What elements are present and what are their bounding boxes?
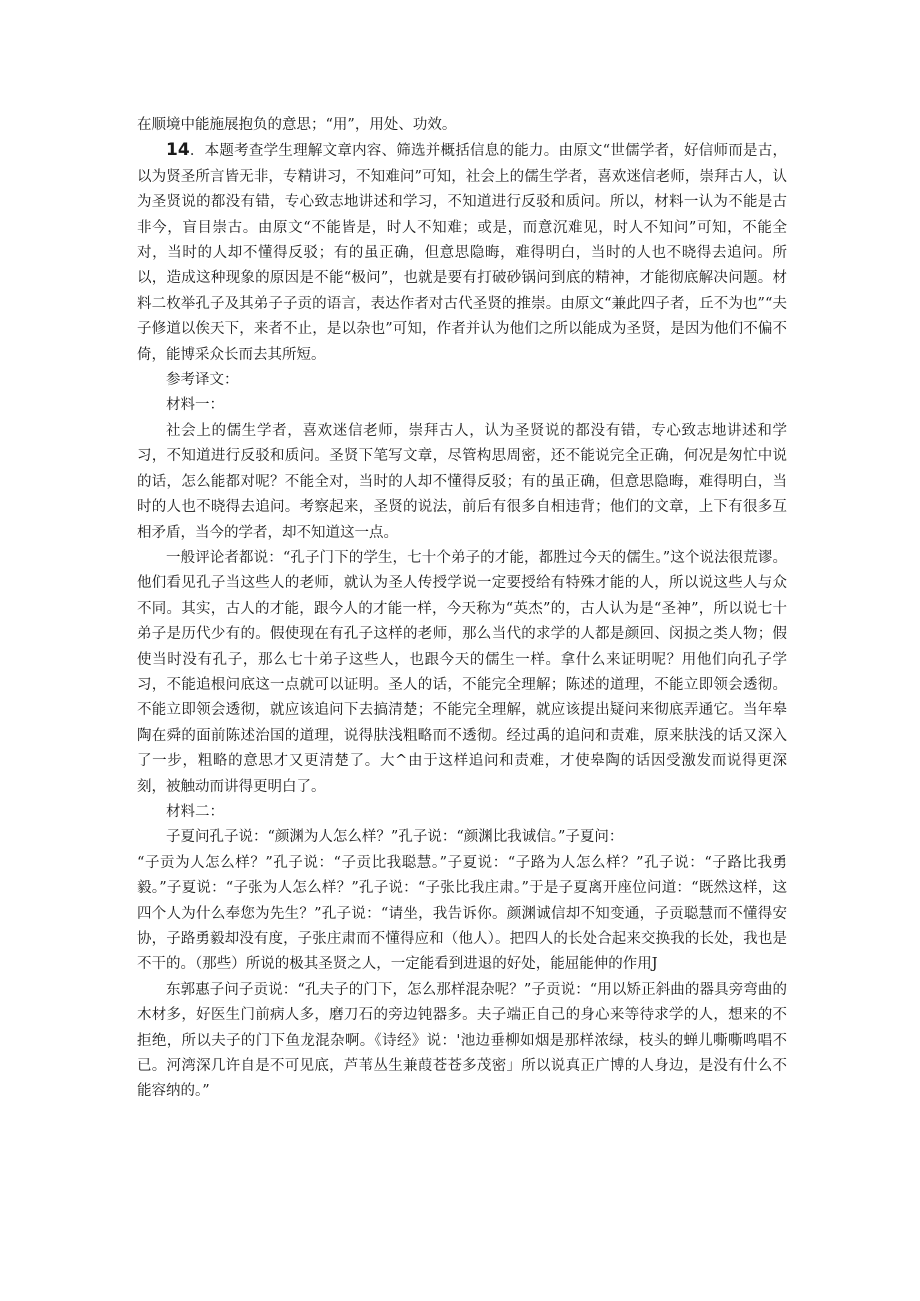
paragraph-text: 材料一：	[166, 397, 224, 414]
paragraph-text: 一般评论者都说：“孔子门下的学生，七十个弟子的才能，都胜过今天的儒生。”这个说法很荒谬。他们看见孔子当这些人的老师，就认为圣人传授学说一定要授给有特殊才能的人，所以说这些人与众不同。其实，古人的才能，跟今人的才能一样，今天称为“英杰”的，古人认为是“圣神”，所以说七十弟子是历代少有的。假使现在有孔子这样的老师，那么当代的求学的人都是颜回、闵损之类人物；假使当时没有孔子，那么七十弟子这些人，也跟今天的儒生一样。拿什么来证明呢？用他们向孔子学习，不能追根问底这一点就可以证明。圣人的话，不能完全理解；陈述的道理，不能立即领会透彻。不能立即领会透彻，就应该追问下去搞清楚；不能完全理解，就应该提出疑问来彻底弄通它。当年皋陶在舜的面前陈述治国的道理，说得肤浅粗略而不透彻。经过禹的追问和责难，原来肤浅的话又深入了一步，粗略的意思才又更清楚了。大^由于这样追问和责难，才使皋陶的话因受激发而说得更深刻，被触动而讲得更明白了。	[137, 549, 787, 795]
paragraph-text: “子贡为人怎么样？”孔子说：“子贡比我聪慧。”子夏说：“子路为人怎么样？”孔子说：“子路比我勇毅。”子夏说：“子张为人怎么样？”孔子说：“子张比我庄肃。”于是子夏离开座位问道：“既然这样，这四个人为什么奉您为先生？”孔子说：“请坐，我告诉你。颜渊诚信却不知变通，子贡聪慧而不懂得安协，子路勇毅却没有度，子张庄肃而不懂得应和（他人）。把四人的长处合起来交换我的长处，我也是不干的。（那些）所说的极其圣贤之人，一定能看到进退的好处，能屈能伸的作用J	[137, 854, 787, 973]
material-1-heading	[137, 393, 787, 418]
question-number: 14	[166, 140, 190, 161]
material-2-paragraph-1	[137, 825, 787, 850]
material-1-paragraph-2	[137, 546, 787, 800]
paragraph-text: 子夏问孔子说：“颜渊为人怎么样？”孔子说：“颜渊比我诚信。”子夏问：	[166, 829, 624, 846]
paragraph-text: 材料二：	[166, 803, 224, 820]
document-body	[137, 113, 787, 1105]
paragraph-text: 社会上的儒生学者，喜欢迷信老师，崇拜古人，认为圣贤说的都没有错，专心致志地讲述和学习，不知道进行反驳和质问。圣贤下笔写文章，尽管构思周密，还不能说完全正确，何况是匆忙中说的话，怎么能都对呢？不能全对，当时的人却不懂得反驳；有的虽正确，但意思隐晦，难得明白，当时的人也不晓得去追问。考察起来，圣贤的说法，前后有很多自相违背；他们的文章，上下有很多互相矛盾，当今的学者，却不知道这一点。	[137, 422, 787, 541]
answer-14-paragraph	[137, 138, 787, 368]
paragraph-text: ．本题考查学生理解文章内容、筛选并概括信息的能力。由原文“世儒学者，好信师而是古，以为贤圣所言皆无非，专精讲习，不知难问”可知，社会上的儒生学者，喜欢迷信老师，崇拜古人，认为圣贤说的都没有错，专心致志地讲述和学习，不知道进行反驳和质问。所以，材料一认为不能是古非今，盲目崇古。由原文“不能皆是，时人不知难；或是，而意沉难见，时人不知问”可知，不能全对，当时的人却不懂得反驳；有的虽正确，但意思隐晦，难得明白，当时的人也不晓得去追问。所以，造成这种现象的原因是不能“极问”，也就是要有打破砂锅问到底的精神，才能彻底解决问题。材料二枚举孔子及其弟子子贡的语言，表达作者对古代圣贤的推崇。由原文“兼此四子者，丘不为也”“夫子修道以俟天下，来者不止，是以杂也”可知，作者并认为他们之所以能成为圣贤，是因为他们不偏不倚，能博采众长而去其所短。	[137, 143, 787, 363]
material-2-paragraph-3	[137, 978, 787, 1105]
paragraph-text: 参考译文：	[166, 372, 239, 389]
paragraph-carryover	[137, 113, 787, 138]
material-1-paragraph-1	[137, 419, 787, 546]
material-2-heading	[137, 800, 787, 825]
material-2-paragraph-2	[137, 851, 787, 978]
paragraph-text: 在顺境中能施展抱负的意思；“用”，用处、功效。	[137, 117, 457, 133]
translation-heading	[137, 368, 787, 393]
paragraph-text: 东郭惠子问子贡说：“孔夫子的门下，怎么那样混杂呢？”子贡说：“用以矫正斜曲的器具旁弯曲的木材多，好医生门前病人多，磨刀石的旁边钝器多。夫子端正自己的身心来等待求学的人，想来的不拒绝，所以夫子的门下鱼龙混杂啊。《诗经》说：'池边垂柳如烟是那样浓绿，枝头的蝉儿嘶嘶鸣唱不已。河湾深几许自是不可见底，芦苇丛生兼葭苍苍多茂密」所以说真正广博的人身边，是没有什么不能容纳的。”	[137, 981, 787, 1100]
